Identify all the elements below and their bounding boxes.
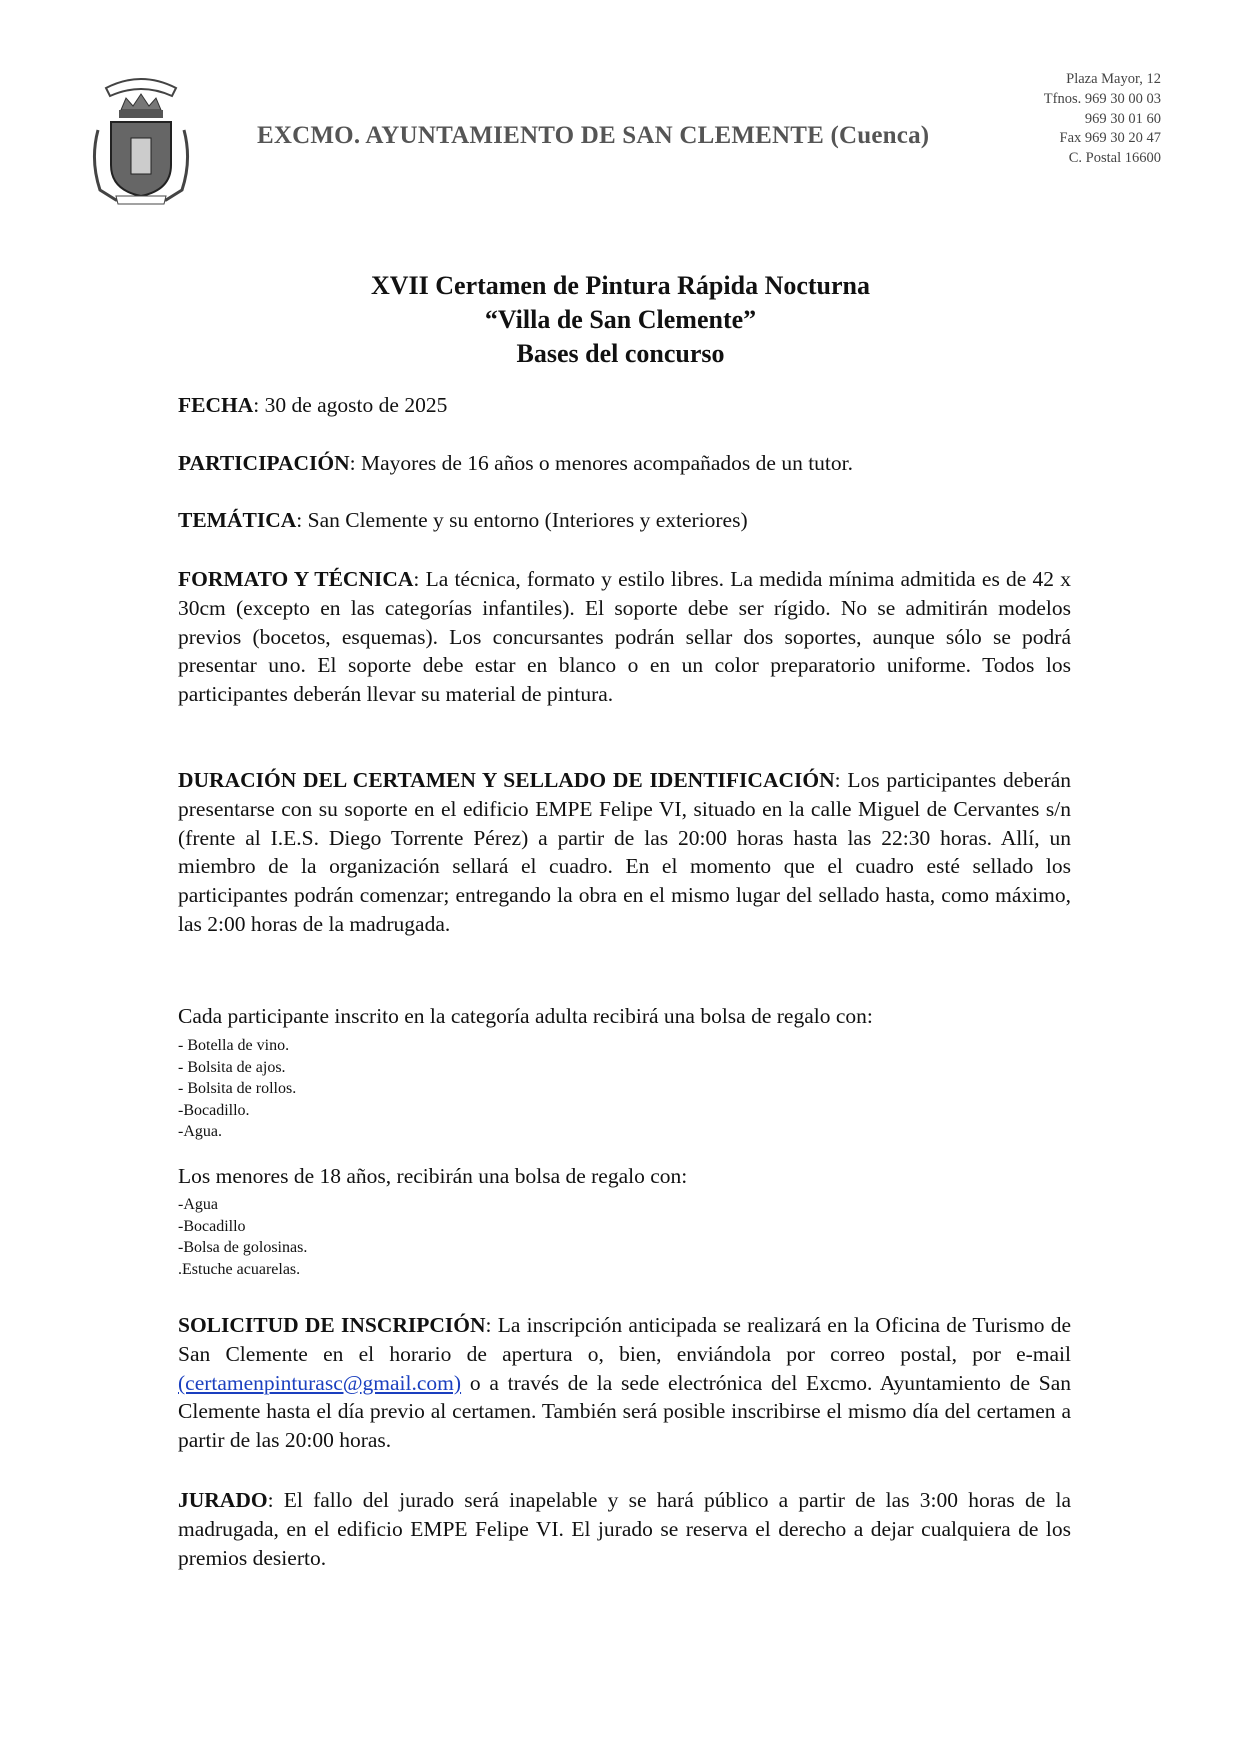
section-label: FECHA xyxy=(178,393,254,417)
list-item: -Bocadillo xyxy=(178,1217,246,1235)
postal-code-line: C. Postal 16600 xyxy=(1068,150,1161,167)
section-formato xyxy=(178,565,1071,709)
section-text: : 30 de agosto de 2025 xyxy=(253,393,448,417)
document-title xyxy=(0,269,1241,371)
list-item: -Agua xyxy=(178,1196,218,1213)
section-label: FORMATO Y TÉCNICA xyxy=(178,567,414,591)
section-solicitud xyxy=(178,1311,1071,1455)
list-item: - Bolsita de rollos. xyxy=(178,1080,297,1098)
section-text: : Los participantes deberán presentarse con su soporte en el edificio EMPE Felipe VI, situado en la calle Miguel de Cervantes s/n (frente al I.E.S. Diego Torrente Pérez) a partir de las 20:00 horas hasta las 22:30 horas. Allí, un miembro de la organización sellará el cuadro. En el momento que el cuadro esté sellado los participantes podrán comenzar; entregando la obra en el mismo lugar del sellado hasta, como máximo, las 2:00 horas de la madrugada. xyxy=(178,768,1071,936)
organization-name: EXCMO. AYUNTAMIENTO DE SAN CLEMENTE (Cuenca) xyxy=(257,122,930,149)
section-participacion xyxy=(178,449,1071,478)
list-item: - Botella de vino. xyxy=(178,1037,290,1054)
list-item: -Bolsa de golosinas. xyxy=(178,1239,308,1257)
gift-minor-list xyxy=(178,1194,307,1280)
coat-of-arms-logo xyxy=(86,70,196,206)
gift-adult-intro: Cada participante inscrito en la categoría adulta recibirá una bolsa de regalo con: xyxy=(178,1004,873,1028)
contact-address xyxy=(1044,70,1161,169)
title-line: “Villa de San Clemente” xyxy=(484,305,757,334)
section-label: DURACIÓN DEL CERTAMEN Y SELLADO DE IDENTIFICACIÓN xyxy=(178,768,835,792)
gift-adult-list xyxy=(178,1035,296,1143)
section-text: : La técnica, formato y estilo libres. La medida mínima admitida es de 42 x 30cm (excepto en las categorías infantiles). El soporte debe ser rígido. No se admitirán modelos previos (bocetos, esquemas). Los concursantes podrán sellar dos soportes, aunque sólo se podrá presentar uno. El soporte debe estar en blanco o en un color preparatorio uniforme. Todos los participantes deberán llevar su material de pintura. xyxy=(178,567,1071,707)
list-item: .Estuche acuarelas. xyxy=(178,1260,301,1278)
section-text: o a través de la sede electrónica del Excmo. Ayuntamiento de San Clemente hasta el día previo al certamen. También será posible inscribirse el mismo día del certamen a partir de las 20:00 horas. xyxy=(178,1370,1071,1453)
gift-minor-intro: Los menores de 18 años, recibirán una bolsa de regalo con: xyxy=(178,1164,688,1188)
list-item: -Agua. xyxy=(178,1123,222,1141)
title-line: XVII Certamen de Pintura Rápida Nocturna xyxy=(370,271,871,300)
list-item: - Bolsita de ajos. xyxy=(178,1058,286,1076)
section-text: : La inscripción anticipada se realizará en la Oficina de Turismo de San Clemente en el horario de apertura o, bien, enviándola por correo postal, por e-mail xyxy=(178,1313,1071,1366)
section-text: : San Clemente y su entorno (Interiores y exteriores) xyxy=(296,508,748,532)
section-label: PARTICIPACIÓN xyxy=(178,451,350,475)
section-text: : El fallo del jurado será inapelable y se hará público a partir de las 3:00 horas de la madrugada, en el edificio EMPE Felipe VI. El jurado se reserva el derecho a dejar cualquiera de los premios desierto. xyxy=(178,1488,1071,1570)
section-jurado xyxy=(178,1486,1071,1572)
phone-line: Tfnos. 969 30 00 03 xyxy=(1043,90,1161,107)
list-item: -Bocadillo. xyxy=(178,1101,250,1119)
section-label: TEMÁTICA xyxy=(178,508,297,532)
title-line: Bases del concurso xyxy=(516,339,725,368)
section-label: SOLICITUD DE INSCRIPCIÓN xyxy=(178,1313,486,1337)
email-link[interactable]: (certamenpinturasc@gmail.com) xyxy=(178,1370,462,1395)
section-label: JURADO xyxy=(178,1488,268,1512)
phone-line: 969 30 01 60 xyxy=(1084,110,1161,127)
section-duracion xyxy=(178,766,1071,939)
fax-line: Fax 969 30 20 47 xyxy=(1059,130,1161,147)
section-fecha xyxy=(178,391,1071,420)
section-tematica xyxy=(178,506,1071,535)
section-text: : Mayores de 16 años o menores acompañados de un tutor. xyxy=(349,451,853,475)
address-line: Plaza Mayor, 12 xyxy=(1066,71,1161,87)
